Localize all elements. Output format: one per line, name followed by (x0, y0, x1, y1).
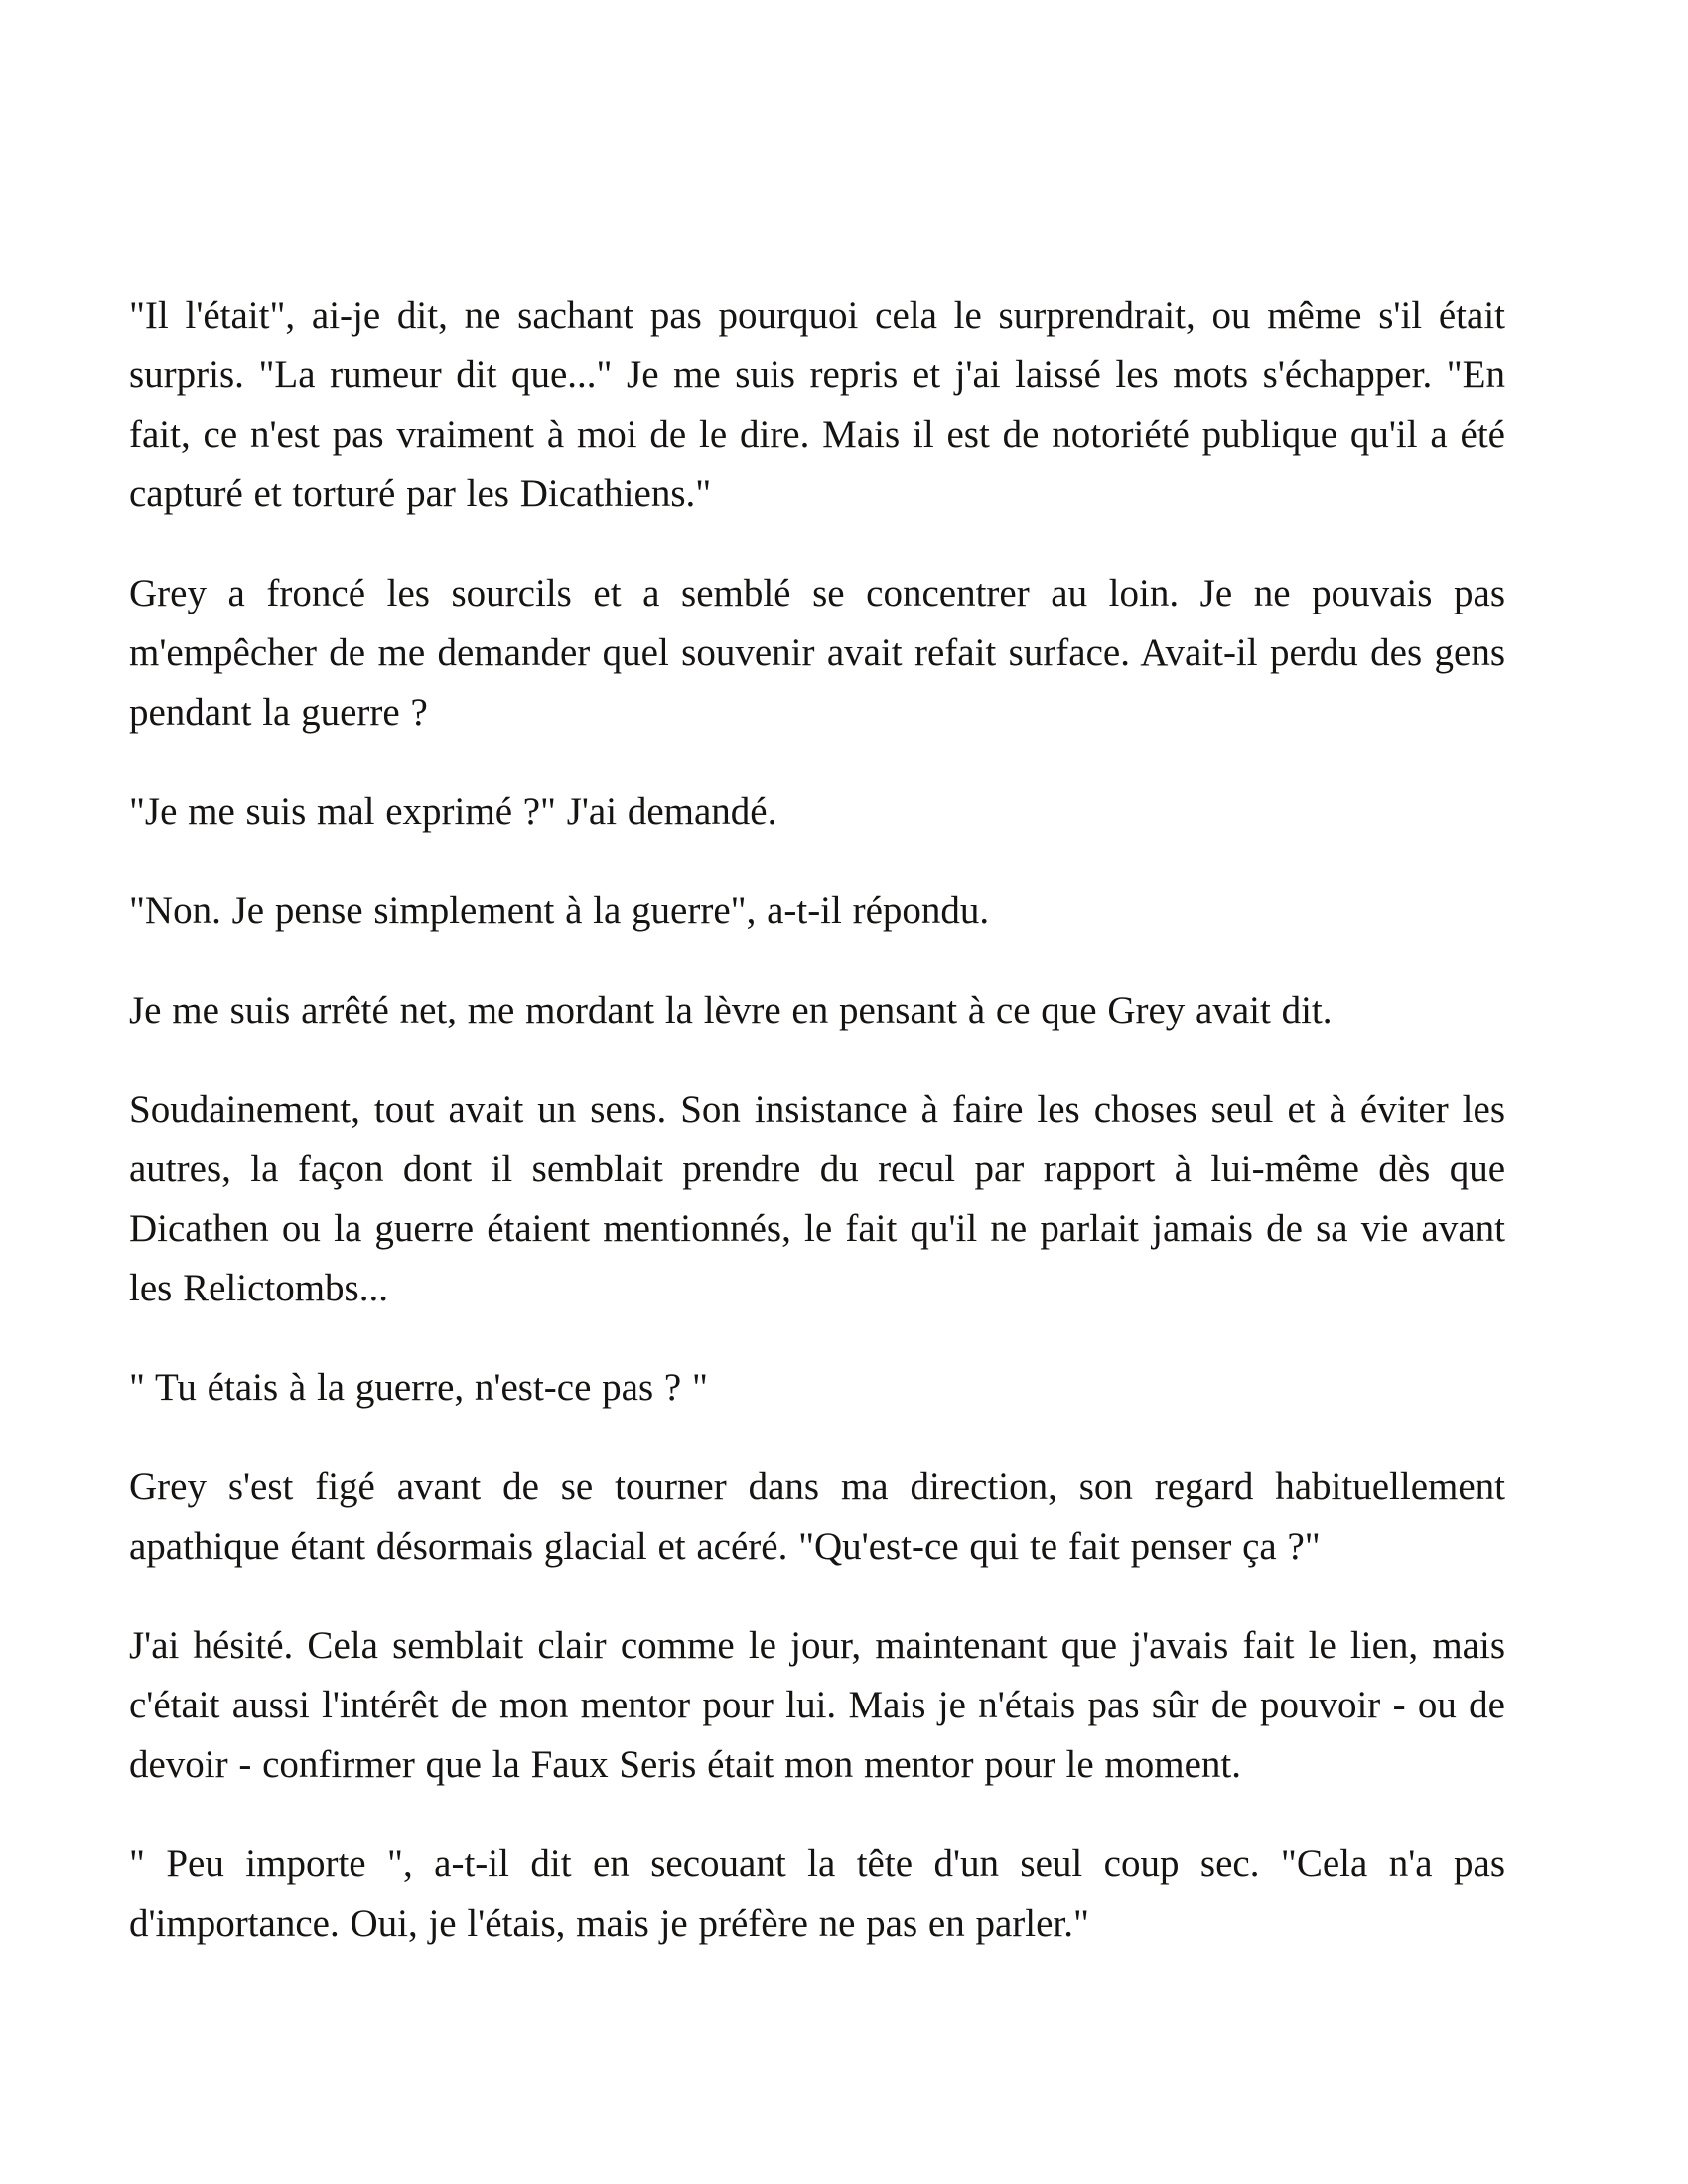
paragraph: Je me suis arrêté net, me mordant la lèvre en pensant à ce que Grey avait dit. (129, 989, 1333, 1031)
paragraph: " Tu étais à la guerre, n'est-ce pas ? " (129, 1366, 708, 1409)
paragraph: Grey a froncé les sourcils et a semblé se concentrer au loin. Je ne pouvais pas m'empêcher de me demander quel souvenir avait refait surface. Avait-il perdu des gens pendant la guerre ? (129, 572, 1505, 734)
paragraph: "Il l'était", ai-je dit, ne sachant pas pourquoi cela le surprendrait, ou même s'il était surpris. "La rumeur dit que..." Je me suis repris et j'ai laissé les mots s'échapper. "En fait, ce n'est pas vraiment à moi de le dire. Mais il est de notoriété publique qu'il a été capturé et torturé par les Dicathiens." (129, 294, 1505, 515)
paragraph: " Peu importe ", a-t-il dit en secouant la tête d'un seul coup sec. "Cela n'a pas d'importance. Oui, je l'étais, mais je préfère ne pas en parler." (129, 1843, 1505, 1945)
paragraph: "Non. Je pense simplement à la guerre", a-t-il répondu. (129, 889, 990, 932)
text-block (129, 286, 1505, 1954)
paragraph: Soudainement, tout avait un sens. Son insistance à faire les choses seul et à éviter les autres, la façon dont il semblait prendre du recul par rapport à lui-même dès que Dicathen ou la guerre étaient mentionnés, le fait qu'il ne parlait jamais de sa vie avant les Relictombs... (129, 1088, 1505, 1309)
paragraph: Grey s'est figé avant de se tourner dans ma direction, son regard habituellement apathique étant désormais glacial et acéré. "Qu'est-ce qui te fait penser ça ?" (129, 1465, 1505, 1568)
paragraph: "Je me suis mal exprimé ?" J'ai demandé. (129, 790, 777, 833)
paragraph: J'ai hésité. Cela semblait clair comme le jour, maintenant que j'avais fait le lien, mais c'était aussi l'intérêt de mon mentor pour lui. Mais je n'étais pas sûr de pouvoir - ou de devoir - confirmer que la Faux Seris était mon mentor pour le moment. (129, 1624, 1505, 1786)
